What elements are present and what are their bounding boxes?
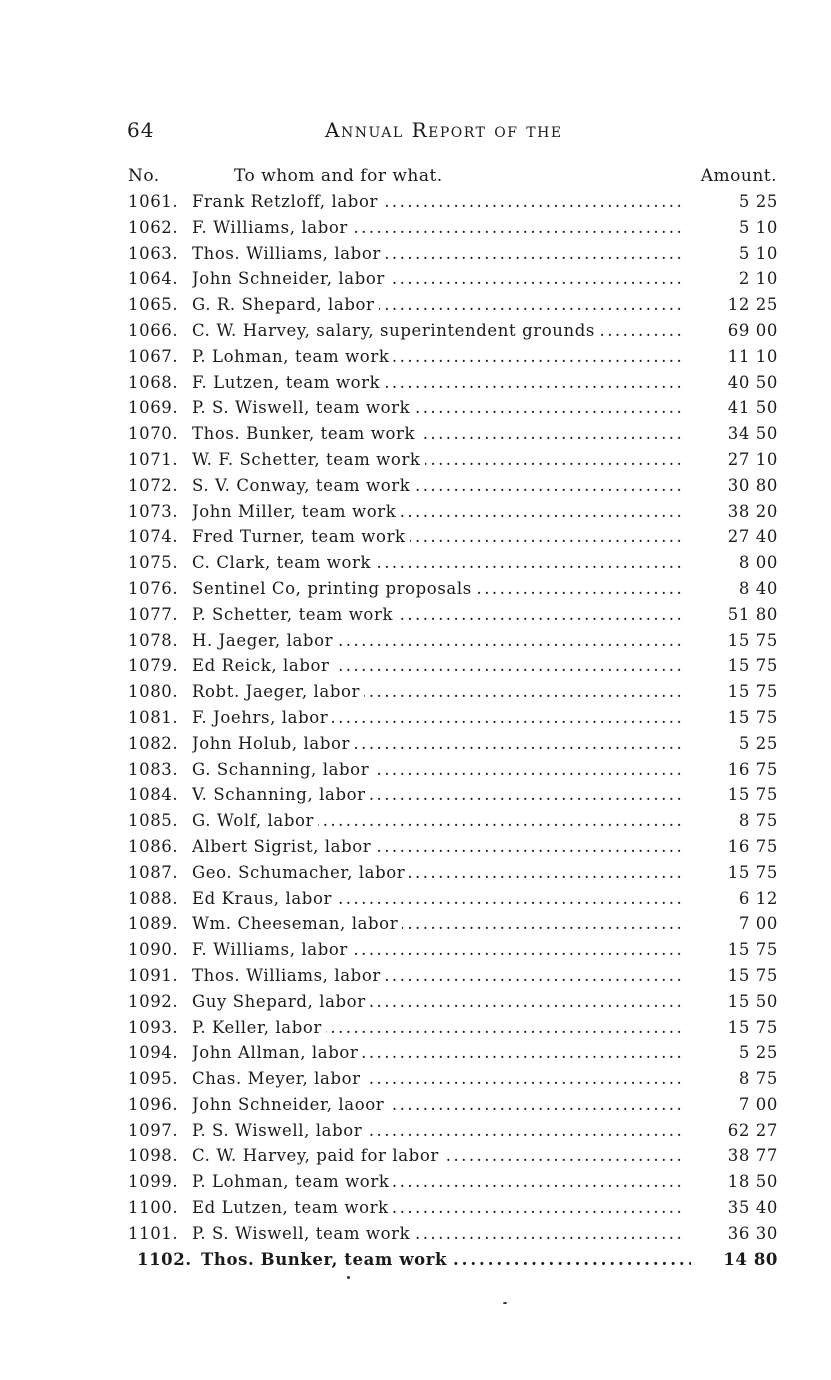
entry-amount: 7 00 [738,914,778,934]
entry-description: G. Wolf, labor [192,811,318,830]
entry-number: 1077. [128,604,179,624]
entry-number: 1099. [128,1172,179,1192]
entry-number: 1098. [128,1146,179,1166]
entry-number: 1063. [128,243,179,263]
entry-description-cell [192,886,682,912]
entry-description: John Schneider, labor [192,269,389,288]
entry-description: P. S. Wiswell, team work [192,398,414,417]
entry-description-cell [192,602,682,628]
entry-description: Frank Retzloff, labor [192,192,382,211]
table-row [128,1143,778,1169]
entry-amount: 11 10 [727,346,778,366]
entry-amount: 36 30 [727,1223,778,1243]
entry-number: 1082. [128,733,179,753]
entry-amount: 30 80 [727,475,778,495]
entry-description-cell [192,576,682,602]
table-row [128,1092,778,1118]
entry-amount: 34 50 [727,424,778,444]
column-header-number: No. [128,166,160,186]
entry-description-cell [192,1118,682,1144]
entry-amount: 15 75 [727,682,778,702]
entry-amount: 62 27 [727,1120,778,1140]
entry-description-cell [192,705,682,731]
entry-number: 1062. [128,217,179,237]
entry-amount: 38 20 [727,501,778,521]
entry-description-cell [192,524,682,550]
entry-description: F. Williams, labor [192,218,352,237]
table-row [128,421,778,447]
entry-amount: 5 25 [738,733,778,753]
entry-description-cell [192,757,682,783]
table-row [128,1169,778,1195]
entry-number: 1101. [128,1223,179,1243]
entry-number: 1094. [128,1043,179,1063]
entry-description: Albert Sigrist, labor [192,837,375,856]
entry-description-cell [192,1066,682,1092]
entry-description-cell [192,1040,682,1066]
entry-description-cell [192,989,682,1015]
table-row [128,447,778,473]
table-row [128,189,778,215]
table-row [128,860,778,886]
entry-description-cell [192,189,682,215]
running-head: Annual Report of the [325,118,563,142]
entry-description: Ed Lutzen, team work [192,1198,393,1217]
entry-amount: 8 00 [738,553,778,573]
entry-amount: 15 75 [727,630,778,650]
entry-number: 1067. [128,346,179,366]
entry-amount: 27 40 [727,527,778,547]
column-header-description: To whom and for what. [234,166,443,186]
entry-description: G. Schanning, labor [192,760,373,779]
entry-description: F. Williams, labor [192,940,352,959]
entry-number: 1086. [128,836,179,856]
table-row [128,576,778,602]
entry-number: 1097. [128,1120,179,1140]
ink-speck [503,1302,507,1304]
entry-number: 1080. [128,682,179,702]
entry-number: 1066. [128,320,179,340]
table-row [128,499,778,525]
entry-description-cell [192,215,682,241]
entry-amount: 15 75 [727,656,778,676]
entry-description-cell [192,860,682,886]
entry-number: 1089. [128,914,179,934]
entry-number: 1083. [128,759,179,779]
entry-description-cell [192,1092,682,1118]
table-row [128,550,778,576]
table-row [128,1221,778,1247]
table-row [128,524,778,550]
entry-description: Guy Shepard, labor [192,992,370,1011]
entry-description-cell [192,782,682,808]
entry-amount: 35 40 [727,1198,778,1218]
entry-amount: 15 75 [727,940,778,960]
entry-description: Thos. Bunker, team work [192,424,419,443]
table-row [128,473,778,499]
entry-number: 1072. [128,475,179,495]
entry-description-cell [192,834,682,860]
entry-description: V. Schanning, labor [192,785,370,804]
table-row [128,266,778,292]
entry-amount: 8 75 [738,811,778,831]
entry-description: Thos. Williams, labor [192,244,385,263]
table-row [128,602,778,628]
entry-amount: 6 12 [738,888,778,908]
entry-number: 1070. [128,424,179,444]
entry-number: 1078. [128,630,179,650]
table-row [128,1118,778,1144]
entry-amount: 51 80 [727,604,778,624]
entry-amount: 16 75 [727,836,778,856]
entry-description: Geo. Schumacher, labor [192,863,409,882]
table-row [128,886,778,912]
entry-description-cell [192,937,682,963]
entry-description-cell [192,963,682,989]
entry-description: C. Clark, team work [192,553,375,572]
table-row [128,1015,778,1041]
entry-description: Thos. Williams, labor [192,966,385,985]
entry-description-cell [192,808,682,834]
entry-amount: 14 80 [723,1249,778,1269]
entry-number: 1090. [128,940,179,960]
table-row [128,782,778,808]
entry-description-cell [192,550,682,576]
entry-amount: 5 10 [738,217,778,237]
entry-amount: 38 77 [727,1146,778,1166]
entry-number: 1085. [128,811,179,831]
entry-description-cell [192,318,682,344]
entry-description-cell [192,421,682,447]
entry-number: 1075. [128,553,179,573]
table-row [128,963,778,989]
entry-number: 1064. [128,269,179,289]
entry-description: Sentinel Co, printing proposals [192,579,476,598]
entry-description: Thos. Bunker, team work [201,1250,451,1269]
entry-amount: 40 50 [727,372,778,392]
table-row [128,731,778,757]
entry-number: 1096. [128,1094,179,1114]
entry-amount: 41 50 [727,398,778,418]
entry-number: 1074. [128,527,179,547]
entry-description: Ed Reick, labor [192,656,334,675]
ledger-table [128,189,778,1272]
entry-number: 1065. [128,295,179,315]
entry-number: 1068. [128,372,179,392]
entry-description: John Miller, team work [192,502,400,521]
table-row [128,241,778,267]
table-row [128,911,778,937]
entry-description: G. R. Shepard, labor [192,295,379,314]
table-row [128,395,778,421]
table-row [128,1066,778,1092]
entry-amount: 5 25 [738,192,778,211]
entry-number: 1079. [128,656,179,676]
entry-description: P. Schetter, team work [192,605,397,624]
entry-description-cell [192,370,682,396]
entry-description-cell [192,1221,682,1247]
entry-description: P. Lohman, team work [192,1172,393,1191]
entry-description-cell [192,266,682,292]
entry-description: John Schneider, laoor [192,1095,388,1114]
entry-description: C. W. Harvey, paid for labor [192,1146,443,1165]
entry-description-cell [192,395,682,421]
entry-description-cell [192,1015,682,1041]
entry-amount: 15 75 [727,707,778,727]
table-row [137,1247,778,1273]
entry-description: S. V. Conway, team work [192,476,414,495]
entry-description: P. S. Wiswell, team work [192,1224,414,1243]
table-row [128,757,778,783]
table-row [128,679,778,705]
table-row [128,1195,778,1221]
entry-number: 1102. [137,1249,192,1269]
entry-amount: 15 75 [727,785,778,805]
entry-description-cell [192,344,682,370]
entry-description-cell [192,911,682,937]
entry-description: P. Lohman, team work [192,347,393,366]
entry-description-cell [192,628,682,654]
entry-description-cell [192,731,682,757]
entry-description-cell [192,447,682,473]
entry-amount: 12 25 [727,295,778,315]
entry-number: 1069. [128,398,179,418]
entry-description: C. W. Harvey, salary, superintendent grounds [192,321,599,340]
entry-amount: 69 00 [727,320,778,340]
table-row [128,344,778,370]
entry-amount: 15 75 [727,965,778,985]
entry-amount: 27 10 [727,449,778,469]
entry-description: Fred Turner, team work [192,527,410,546]
entry-description: Robt. Jaeger, labor [192,682,364,701]
entry-amount: 15 75 [727,862,778,882]
table-row [128,989,778,1015]
entry-number: 1091. [128,965,179,985]
entry-amount: 8 40 [738,578,778,598]
entry-description: Chas. Meyer, labor [192,1069,365,1088]
entry-number: 1088. [128,888,179,908]
column-header-amount: Amount. [700,166,777,186]
entry-description: Ed Kraus, labor [192,889,336,908]
entry-number: 1061. [128,192,179,211]
entry-description-cell [192,1169,682,1195]
table-row [128,628,778,654]
entry-amount: 18 50 [727,1172,778,1192]
table-row [128,318,778,344]
entry-description-cell [192,679,682,705]
entry-number: 1076. [128,578,179,598]
entry-amount: 7 00 [738,1094,778,1114]
entry-number: 1100. [128,1198,179,1218]
table-row [128,215,778,241]
entry-description-cell [192,292,682,318]
entry-number: 1095. [128,1069,179,1089]
entry-description-cell [192,473,682,499]
table-row [128,292,778,318]
entry-description: F. Lutzen, team work [192,373,384,392]
ink-speck [347,1276,350,1279]
entry-description: John Allman, labor [192,1043,362,1062]
entry-amount: 15 75 [727,1017,778,1037]
table-row [128,834,778,860]
table-row [128,1040,778,1066]
entry-description-cell [192,653,682,679]
entry-description: John Holub, labor [192,734,354,753]
entry-description: P. Keller, labor [192,1018,326,1037]
entry-amount: 5 25 [738,1043,778,1063]
entry-description: Wm. Cheeseman, labor [192,914,402,933]
entry-number: 1081. [128,707,179,727]
entry-number: 1084. [128,785,179,805]
entry-description: F. Joehrs, labor [192,708,332,727]
entry-description-cell [192,1195,682,1221]
entry-number: 1071. [128,449,179,469]
entry-amount: 15 50 [727,991,778,1011]
entry-amount: 8 75 [738,1069,778,1089]
entry-description-cell [192,241,682,267]
page-number: 64 [127,118,155,142]
entry-description: W. F. Schetter, team work [192,450,425,469]
entry-description: P. S. Wiswell, labor [192,1121,366,1140]
entry-description-cell [192,499,682,525]
table-row [128,370,778,396]
entry-number: 1073. [128,501,179,521]
entry-amount: 16 75 [727,759,778,779]
entry-number: 1092. [128,991,179,1011]
entry-number: 1087. [128,862,179,882]
entry-number: 1093. [128,1017,179,1037]
entry-description-cell [201,1247,691,1273]
entry-amount: 2 10 [738,269,778,289]
entry-amount: 5 10 [738,243,778,263]
entry-description-cell [192,1143,682,1169]
table-row [128,653,778,679]
entry-description: H. Jaeger, labor [192,631,337,650]
table-row [128,808,778,834]
table-row [128,937,778,963]
table-row [128,705,778,731]
